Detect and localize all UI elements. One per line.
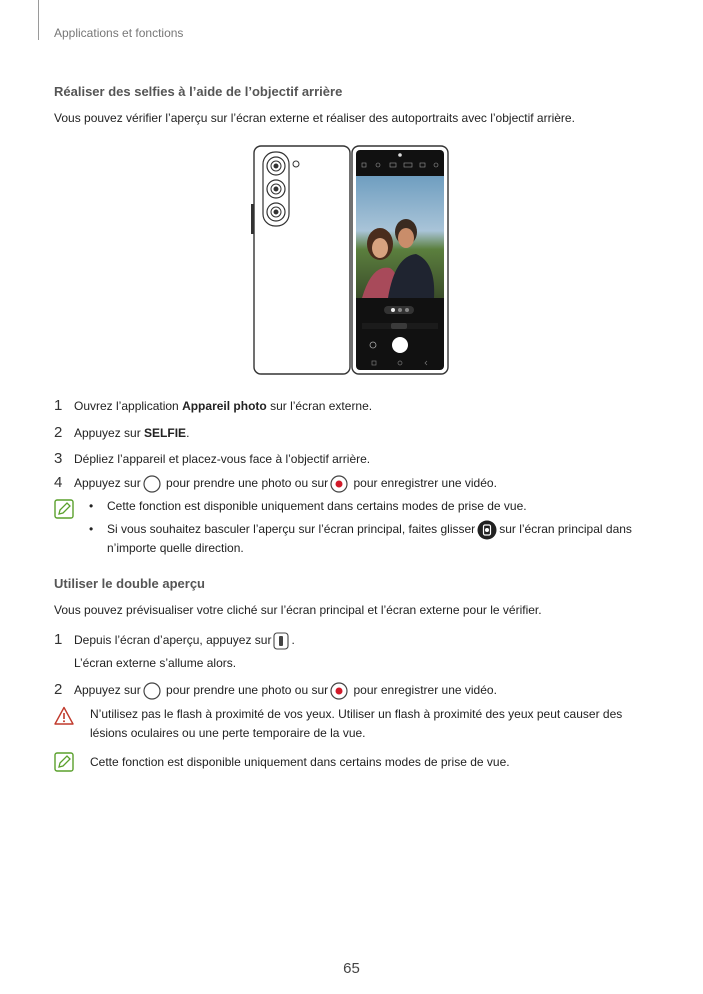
dual-step-1: 1 Depuis l’écran d’aperçu, appuyez sur . — [54, 631, 295, 648]
section-title-rear-selfie: Réaliser des selfies à l’aide de l’objectif arrière — [54, 84, 343, 99]
preview-shutter-icon — [392, 337, 408, 353]
page-number: 65 — [343, 960, 360, 977]
step-4: 4 Appuyez sur pour prendre une photo ou sur pour enregistrer une vidéo. — [54, 474, 497, 491]
dual-step-1-sub: L’écran externe s’allume alors. — [74, 656, 237, 670]
header-rule — [38, 0, 39, 40]
warning-text: N’utilisez pas le flash à proximité de vos yeux. Utiliser un flash à proximité des yeux peut causer des lésions oculaires ou une perte temporaire de la vue. — [90, 707, 623, 740]
note-pencil-icon — [54, 752, 74, 772]
shutter-button-icon — [143, 682, 161, 700]
section-header: Applications et fonctions — [54, 26, 184, 40]
section-intro-rear-selfie: Vous pouvez vérifier l’aperçu sur l’écran externe et réaliser des autoportraits avec l’objectif arrière. — [54, 111, 575, 125]
step-3: 3 Dépliez l’appareil et placez-vous face à l’objectif arrière. — [54, 450, 371, 467]
dual-preview-icon — [273, 632, 289, 650]
step-2: 2 Appuyez sur SELFIE. — [54, 424, 190, 441]
phone-illustration — [250, 144, 452, 376]
note-bullet-2: • Si vous souhaitez basculer l’aperçu sur l’écran principal, faites glisser sur l’écran principal dans — [92, 520, 652, 540]
note-bullet-2-cont: n’importe quelle direction. — [107, 541, 244, 555]
flip-preview-icon — [477, 520, 497, 540]
section-intro-dual-preview: Vous pouvez prévisualiser votre cliché sur l’écran principal et l’écran externe pour le vérifier. — [54, 603, 542, 617]
record-button-icon — [330, 475, 348, 493]
note-pencil-icon — [54, 499, 74, 519]
step-1: 1 Ouvrez l’application Appareil photo sur l’écran externe. — [54, 397, 373, 414]
note-bullet-1: • Cette fonction est disponible uniquement dans certains modes de prise de vue. — [89, 499, 527, 513]
dual-step-2: 2 Appuyez sur pour prendre une photo ou sur pour enregistrer une vidéo. — [54, 681, 497, 698]
shutter-button-icon — [143, 475, 161, 493]
warning-triangle-icon — [54, 706, 74, 726]
section-title-dual-preview: Utiliser le double aperçu — [54, 576, 205, 591]
dual-note-text: Cette fonction est disponible uniquement dans certains modes de prise de vue. — [90, 755, 510, 769]
record-button-icon — [330, 682, 348, 700]
